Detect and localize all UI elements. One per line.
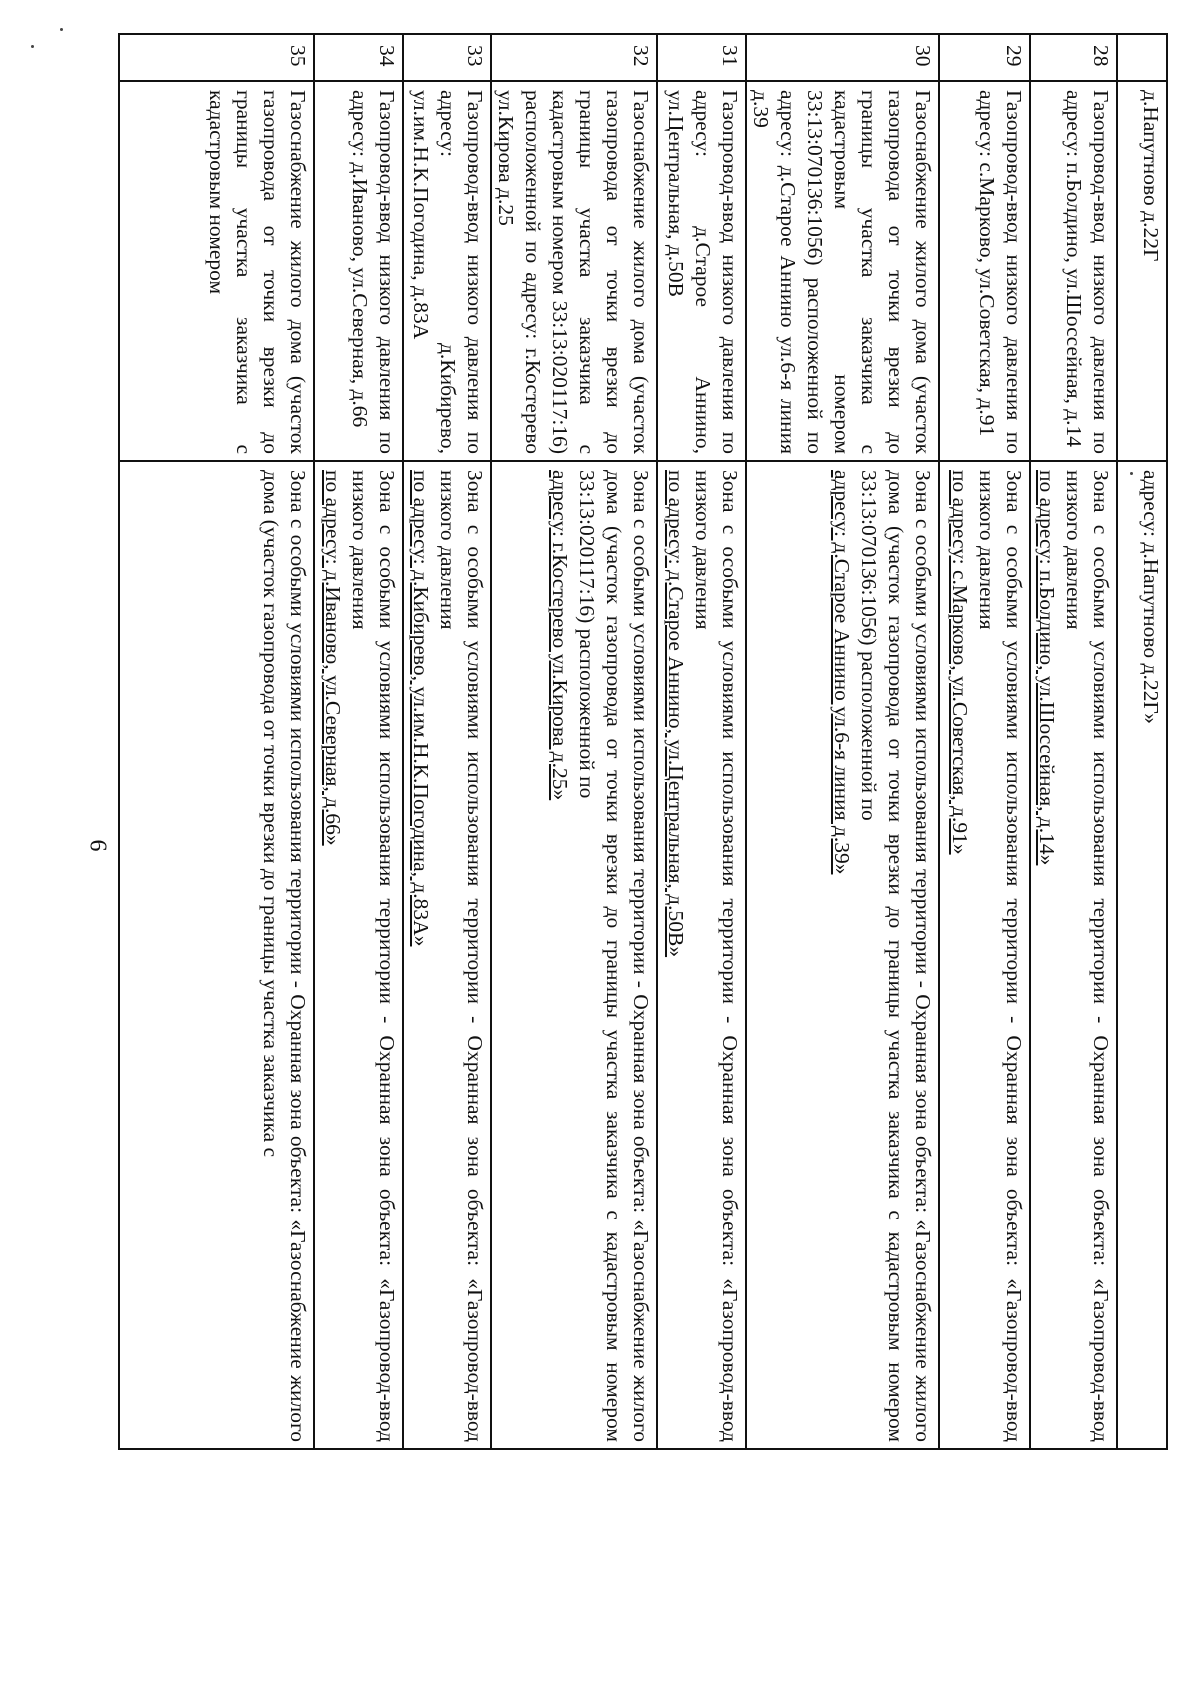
- gas-zone-table: [118, 33, 1168, 1450]
- object-cell: Газопровод-ввод низкого давления по адресу: п.Болдино, ул.Шоссейная, д.14: [1030, 81, 1117, 461]
- zone-cell: [119, 461, 314, 1449]
- object-cell: Газоснабжение жилого дома (участок газопровода от точки врезки до границы участка заказчика с кадастровым номером 33:13:070136:1056) расположенной по адресу: д.Старое Аннино ул.6-я линия д.39: [746, 81, 939, 461]
- zone-address-line: по адресу: п.Болдино, ул.Шоссейная, д.14»: [1035, 470, 1059, 866]
- object-cell: д.Напутново д.22Г: [1117, 81, 1167, 461]
- zone-address-line: адресу: д.Старое Аннино ул.6-я линия д.39»: [830, 470, 854, 875]
- zone-address-line: по адресу: с.Марково, ул.Советская, д.91»: [948, 470, 972, 855]
- table-row: [1030, 34, 1117, 1449]
- table-row: [746, 34, 939, 1449]
- zone-cell: [657, 461, 746, 1449]
- zone-cell: [1117, 461, 1167, 1449]
- scan-speck: [60, 28, 63, 31]
- zone-address-line: по адресу: д.Иваново, ул.Северная, д.66»: [321, 470, 345, 846]
- table-row: [403, 34, 491, 1449]
- row-number: 33: [403, 34, 491, 81]
- zone-cell: [1030, 461, 1117, 1449]
- row-number: 32: [491, 34, 657, 81]
- zone-line: Зона с особыми условиями использования территории - Охранная зона объекта: «Газопровод-ввод низкого давления: [348, 470, 399, 1442]
- object-cell: Газопровод-ввод низкого давления по адресу: д.Иваново, ул.Северная, д.66: [314, 81, 403, 461]
- object-cell: Газоснабжение жилого дома (участок газопровода от точки врезки до границы участка заказчика с кадастровым номером 33:13:020117:16) расположенной по адресу: г.Костерево ул.Кирова д.25: [491, 81, 657, 461]
- object-cell: Газоснабжение жилого дома (участок газопровода от точки врезки до границы участка заказчика с кадастровым номером: [119, 81, 314, 461]
- row-number: [1117, 34, 1167, 81]
- table-row: [314, 34, 403, 1449]
- zone-line: Зона с особыми условиями использования территории - Охранная зона объекта: «Газопровод-ввод низкого давления: [691, 470, 742, 1442]
- row-number: 35: [119, 34, 314, 81]
- zone-address-line: по адресу: д.Старое Аннино, ул.Центральная, д.50В»: [664, 470, 688, 958]
- row-number: 28: [1030, 34, 1117, 81]
- zone-cell: [491, 461, 657, 1449]
- zone-address-line: адресу: г.Костерево ул.Кирова д.25»: [548, 470, 572, 801]
- row-number: 31: [657, 34, 746, 81]
- zone-cell: [746, 461, 939, 1449]
- row-number: 34: [314, 34, 403, 81]
- scan-speck: [31, 45, 34, 48]
- table-row: [119, 34, 314, 1449]
- page-number: 6: [84, 839, 111, 852]
- object-cell: Газопровод-ввод низкого давления по адресу: д.Старое Аннино, ул.Центральная, д.50В: [657, 81, 746, 461]
- rotated-table-area: [118, 33, 1168, 1448]
- zone-address-line: по адресу: д.Кибирево, ул.им.Н.К.Погодина, д.83А»: [409, 470, 433, 947]
- table-row: [657, 34, 746, 1449]
- table-row: [1117, 34, 1167, 1449]
- zone-line: Зона с особыми условиями использования территории - Охранная зона объекта: «Газоснабжение жилого дома (участок газопровода от точки врезки до границы участка заказчика с: [259, 470, 310, 1442]
- zone-cell: [314, 461, 403, 1449]
- zone-line: Зона с особыми условиями использования территории - Охранная зона объекта: «Газоснабжение жилого дома (участок газопровода от точки врезки до границы участка заказчика с кадастровым номером 33:13:020117:16) расположенной по: [575, 470, 653, 1442]
- zone-line: Зона с особыми условиями использования территории - Охранная зона объекта: «Газоснабжение жилого дома (участок газопровода от точки врезки до границы участка заказчика с кадастровым номером 33:13:070136:1056) расположенной по: [857, 470, 935, 1442]
- zone-line: Зона с особыми условиями использования территории - Охранная зона объекта: «Газопровод-ввод низкого давления: [436, 470, 487, 1442]
- zone-line: Зона с особыми условиями использования территории - Охранная зона объекта: «Газопровод-ввод низкого давления: [1062, 470, 1113, 1442]
- table-row: [939, 34, 1030, 1449]
- zone-cell: [939, 461, 1030, 1449]
- row-number: 30: [746, 34, 939, 81]
- zone-cell: [403, 461, 491, 1449]
- object-cell: Газопровод-ввод низкого давления по адресу: с.Марково, ул.Советская, д.91: [939, 81, 1030, 461]
- row-number: 29: [939, 34, 1030, 81]
- zone-line: Зона с особыми условиями использования территории - Охранная зона объекта: «Газопровод-ввод низкого давления: [975, 470, 1026, 1442]
- gas-zone-table-wrapper: [118, 33, 1168, 1448]
- object-cell: Газопровод-ввод низкого давления по адресу: д.Кибирево, ул.им.Н.К.Погодина, д.83А: [403, 81, 491, 461]
- table-row: [491, 34, 657, 1449]
- zone-line: адресу: д.Напутново д.22Г»: [1139, 470, 1163, 724]
